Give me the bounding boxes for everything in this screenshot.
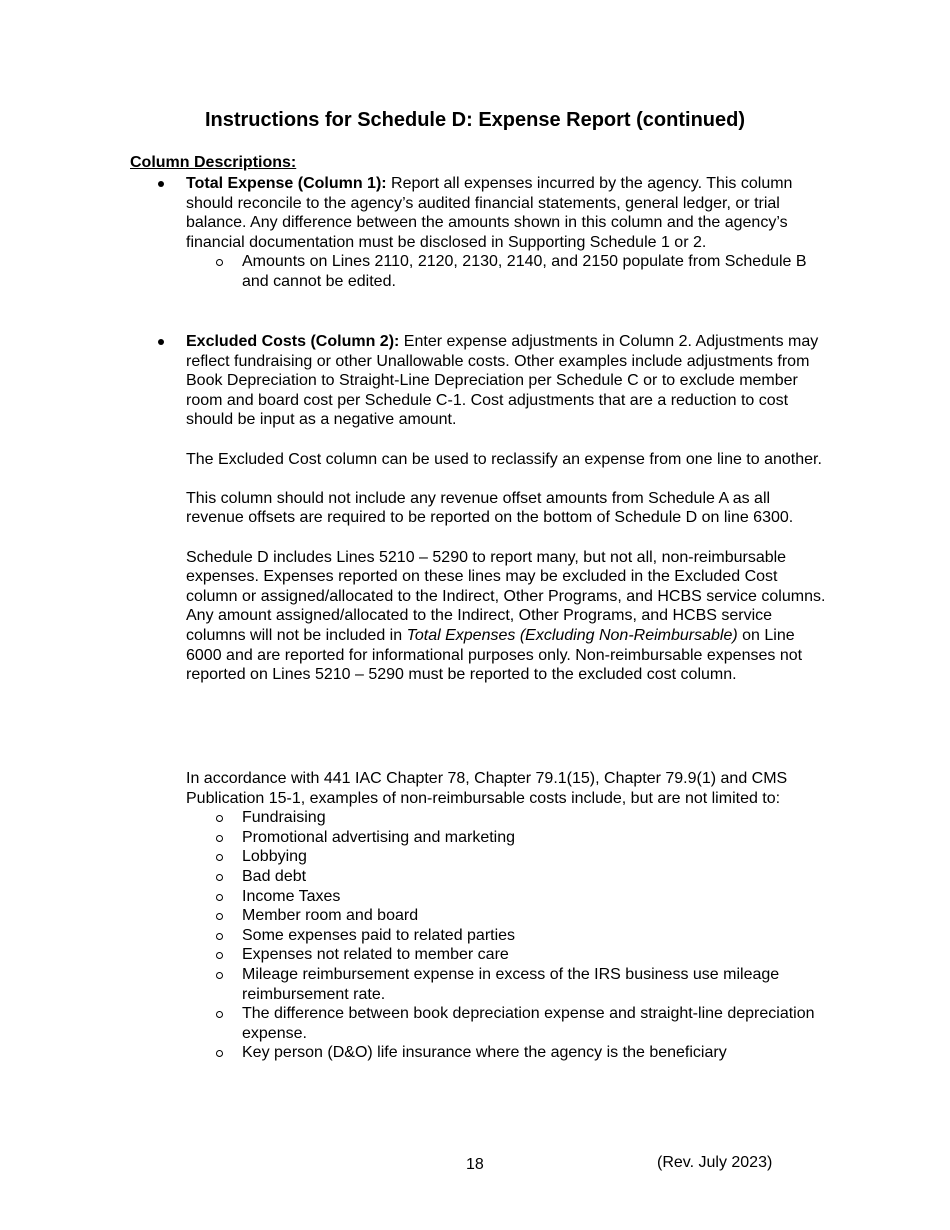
list-item: [186, 808, 826, 828]
list-item-text: The difference between book depreciation expense and straight-line depreciation expense.: [242, 1005, 815, 1042]
circle-bullet-icon: [216, 1050, 223, 1057]
total-expense-text: Report all expenses incurred by the agency. This column should reconcile to the agency’s audited financial statements, general ledger, or trial balance. Any difference between the amounts shown in this column and the agency’s financial documentation must be disclosed in Supporting Schedule 1 or 2.: [186, 175, 793, 251]
list-item-text: Some expenses paid to related parties: [242, 926, 516, 944]
list-item: [186, 828, 826, 848]
non-reimbursable-list: [186, 808, 826, 1063]
circle-bullet-icon: [216, 874, 223, 881]
list-item-text: Promotional advertising and marketing: [242, 828, 516, 846]
circle-bullet-icon: [216, 1011, 223, 1018]
list-item: [186, 906, 826, 926]
total-expense-label: Total Expense (Column 1):: [186, 175, 387, 192]
excluded-costs-label: Excluded Costs (Column 2):: [186, 333, 400, 350]
list-item: [186, 887, 826, 907]
list-item-text: Bad debt: [242, 867, 307, 885]
list-item: [186, 252, 826, 291]
revision-date: (Rev. July 2023): [657, 1154, 773, 1171]
accordance-paragraph: In accordance with 441 IAC Chapter 78, Chapter 79.1(15), Chapter 79.9(1) and CMS Publication 15-1, examples of non-reimbursable costs include, but are not limited to:: [186, 770, 788, 807]
circle-bullet-icon: [216, 815, 223, 822]
total-expense-sublist: [186, 252, 826, 291]
list-item: [186, 1043, 826, 1063]
circle-bullet-icon: [216, 952, 223, 959]
list-item: [186, 945, 826, 965]
list-item-text: Lobbying: [242, 848, 307, 866]
page-title: Instructions for Schedule D: Expense Report (continued): [204, 109, 746, 131]
list-item: [186, 867, 826, 887]
list-item: [186, 965, 826, 1004]
list-item-text: Fundraising: [242, 809, 326, 827]
circle-bullet-icon: [216, 933, 223, 940]
total-expense-paragraph: [186, 174, 826, 252]
list-item: [186, 926, 826, 946]
bullet-total-expense: [186, 174, 826, 292]
lines-5210-paragraph: [186, 548, 826, 685]
list-item-text: Income Taxes: [242, 887, 341, 905]
bullet-dot: [158, 181, 164, 187]
lines-text-before: Schedule D includes Lines 5210 – 5290 to report many, but not all, non-reimbursable expenses. Expenses reported on these lines may be excluded in the Excluded Cost column or assigned/allocated to the Indirect, Other Programs, and HCBS service columns. Any amount assigned/allocated to the Indirect, Other Programs, and HCBS service columns will not be included in: [186, 548, 826, 644]
page-number: 18: [466, 1156, 484, 1173]
list-item-text: Amounts on Lines 2110, 2120, 2130, 2140, and 2150 populate from Schedule B and cannot be edited.: [242, 253, 807, 290]
list-item-text: Mileage reimbursement expense in excess of the IRS business use mileage reimbursement rate.: [242, 965, 780, 1003]
list-item-text: Key person (D&O) life insurance where the agency is the beneficiary: [242, 1044, 727, 1062]
section-heading: Column Descriptions:: [130, 154, 297, 171]
reclassify-paragraph: The Excluded Cost column can be used to reclassify an expense from one line to another.: [186, 450, 822, 468]
bullet-dot: [158, 339, 164, 345]
list-item: [186, 847, 826, 867]
list-item-text: Member room and board: [242, 907, 419, 925]
revenue-offset-paragraph: This column should not include any revenue offset amounts from Schedule A as all revenue offsets are required to be reported on the bottom of Schedule D on line 6300.: [186, 489, 794, 527]
list-item-text: Expenses not related to member care: [242, 946, 509, 964]
list-item: [186, 1004, 826, 1043]
lines-text-after: on Line 6000 and are reported for informational purposes only. Non-reimbursable expenses not reported on Lines 5210 – 5290 must be reported to the excluded cost column.: [186, 626, 803, 684]
circle-bullet-icon: [216, 835, 223, 842]
excluded-costs-text: Enter expense adjustments in Column 2. Adjustments may reflect fundraising or other Unallowable costs. Other examples include adjustments from Book Depreciation to Straight-Line Depreciation per Schedule C or to exclude member room and board cost per Schedule C-1. Cost adjustments that are a reduction to cost should be input as a negative amount.: [186, 333, 819, 429]
circle-bullet-icon: [216, 972, 223, 979]
bullet-excluded-costs: [186, 332, 826, 685]
total-expenses-italic: Total Expenses (Excluding Non-Reimbursable): [406, 626, 738, 644]
circle-bullet-icon: [216, 913, 223, 920]
excluded-costs-paragraph: [186, 332, 826, 430]
circle-bullet-icon: [216, 854, 223, 861]
circle-bullet-icon: [216, 259, 223, 266]
accordance-block: [186, 769, 826, 1063]
circle-bullet-icon: [216, 894, 223, 901]
